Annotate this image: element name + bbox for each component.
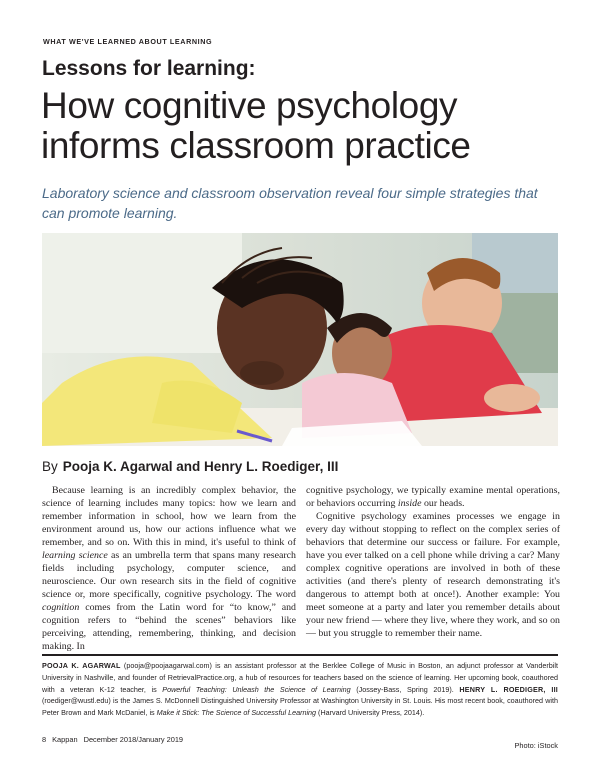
section-title: Lessons for learning: <box>42 57 256 80</box>
article-headline: How cognitive psychology informs classroom practice <box>41 85 471 166</box>
body-paragraph <box>306 484 560 510</box>
bio-text: (pooja@poojaagarwal.com) is an assistant professor at the Berklee College of Music in Boston, an adjunct professor at Vanderbilt University in Nashville, and founder of RetrievalPractice.org, a hub of resources for teachers based on the science of learning. Her upcoming book, coauthored with a veteran K-12 teacher, is <box>42 661 558 694</box>
body-text: cognitive psychology, we typically examine mental operations, or behaviors occurring <box>306 485 560 509</box>
body-emphasis: cognition <box>42 602 80 613</box>
byline-authors: Pooja K. Agarwal and Henry L. Roediger, III <box>62 459 339 474</box>
issue-date: December 2018/January 2019 <box>83 735 184 744</box>
bio-author-name: POOJA K. AGARWAL <box>42 661 121 670</box>
body-paragraph: Cognitive psychology examines processes we engage in every day without stopping to reflect on the complex series of behaviors that determine our success or failure. For example, have you ever talked on a cell phone while driving a car? Many complex cognitive operations are involved in both of these activities (and there's plenty of research demonstrating it's dangerous to attempt both at once!). Another example: You meet someone at a party and later you remember details about your new friend — where they live, where they work, and so on — but you struggle to remember their name. <box>306 511 560 639</box>
body-column-left <box>42 484 296 653</box>
article-dek: Laboratory science and classroom observation reveal four simple strategies that can promote learning. <box>42 185 538 221</box>
byline-prefix: By <box>42 459 58 474</box>
body-text: comes from the Latin word for “to know,” and cognition refers to “behind the scenes” behaviors like perceiving, attending, remembering, thinking, and decision making. In <box>42 602 296 652</box>
photo-credit: Photo: iStock <box>514 741 558 750</box>
body-text: our heads. <box>421 498 465 509</box>
bio-text: (Harvard University Press, 2014). <box>316 708 425 718</box>
body-emphasis: learning science <box>42 550 108 561</box>
classroom-photo-illustration <box>42 233 558 446</box>
author-bio <box>42 660 558 719</box>
article-photo <box>42 233 558 446</box>
bio-author-name: HENRY L. ROEDIGER, III <box>459 684 558 694</box>
bio-book-title: Powerful Teaching: Unleash the Science of Learning <box>162 684 351 694</box>
bio-divider <box>42 654 558 656</box>
page-number: 8 <box>42 735 47 744</box>
byline <box>42 459 338 474</box>
page-footer <box>42 735 189 744</box>
body-column-right <box>306 484 560 640</box>
section-kicker: WHAT WE'VE LEARNED ABOUT LEARNING <box>43 37 213 46</box>
bio-text: (roediger@wustl.edu) is the James S. McDonnell Distinguished University Professor at Washington University in St. Louis. His most recent book, coauthored with Peter Brown and Mark McDaniel, is <box>42 696 558 718</box>
body-paragraph <box>42 484 296 653</box>
body-emphasis: inside <box>397 498 422 509</box>
body-text: as an umbrella term that spans many research fields including psychology, computer science, and neuroscience. Our own research sits in the field of cognitive science or, more specifically, cognitive psychology. The word <box>42 550 296 600</box>
publication-name: Kappan <box>52 735 78 744</box>
bio-text: (Jossey-Bass, Spring 2019). <box>350 684 460 694</box>
body-text: Because learning is an incredibly complex behavior, the science of learning includes many topics: how we learn and remember information in school, how we learn from the environment around us, how our actions influence what we remember, and so on. With this in mind, it's useful to think of <box>42 485 296 548</box>
bio-book-title: Make it Stick: The Science of Successful Learning <box>156 708 317 718</box>
